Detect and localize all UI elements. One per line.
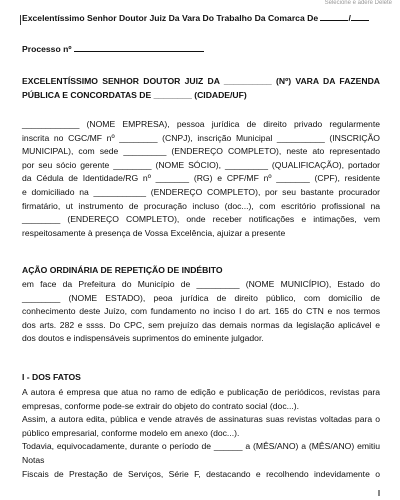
processo-line <box>22 43 380 57</box>
fatos-line: Fiscais de Prestação de Serviços, Série F, destacando e recolhendo indevidamente o <box>22 468 380 479</box>
header-blank-2 <box>351 19 369 21</box>
intro-line: respeitosamente à presença de Vossa Excelência, ajuizar a presente <box>22 227 286 238</box>
processo-blank <box>74 50 204 52</box>
processo-label: Processo nº <box>22 44 72 54</box>
acao-line: dos arts. 282 e ssss. Do CPC, sem prejuízo das demais normas da legislação aplicável e <box>22 319 380 330</box>
intro-line: da Cédula de Identidade/RG nº _______ (RG) e CPF/MF nº _______ (CPF), residente <box>22 173 380 184</box>
toolbar-hint: Selecione e adere Delete <box>324 0 392 6</box>
fatos-paragraph <box>22 386 380 481</box>
header-line <box>22 12 380 26</box>
fatos-line: Todavia, equivocadamente, durante o período de ______ a (MÊS/ANO) a (MÊS/ANO) emitiu Notas <box>22 441 380 465</box>
fatos-line: Assim, a autora edita, pública e vende através de assinaturas suas revistas voltadas para o <box>22 414 380 425</box>
acao-line: ________ (NOME ESTADO), peoa jurídica de direito público, com domicílio de <box>22 292 380 303</box>
intro-line: MUNICIPAL), com sede _________ (ENDEREÇO COMPLETO), neste ato representado <box>22 146 380 157</box>
intro-line: firmatário, ut instrumento de procuração incluso (doc...), com escritório profissional na <box>22 200 380 211</box>
header-slash: / <box>348 13 351 23</box>
fatos-line: empresas, conforme pode-se extrair do objeto do contrato social (doc...). <box>22 400 300 411</box>
text-cursor <box>20 15 21 25</box>
fatos-line: A autora é empresa que atua no ramo de edição e publicação de periódicos, revistas para <box>22 387 380 397</box>
addr-line: PÚBLICA E CONCORDATAS DE ________ (CIDADE/UF) <box>22 89 247 100</box>
acao-line: conhecimento deste Juízo, com fundamento no inciso I do art. 165 do CTN e nos termos <box>22 306 380 317</box>
acao-line: dos doutos e indispensáveis suprimentos do eminente julgador. <box>22 333 264 344</box>
acao-title: AÇÃO ORDINÁRIA DE REPETIÇÃO DE INDÉBITO <box>22 265 223 275</box>
page-edge-mark <box>334 490 380 496</box>
fatos-title: I - DOS FATOS <box>22 372 81 382</box>
intro-line: ____________ (NOME EMPRESA), pessoa jurídica de direito privado regularmente <box>22 119 380 129</box>
intro-line: por seu sócio gerente ________ (NOME SÓCIO), _________ (QUALIFICAÇÃO), portador <box>22 159 380 170</box>
cutoff-line <box>22 490 380 496</box>
addr-line: EXCELENTÍSSIMO SENHOR DOUTOR JUIZ DA __________ (Nº) VARA DA FAZENDA <box>22 76 380 86</box>
intro-line: ________ (ENDEREÇO COMPLETO), onde receber notificações e intimações, vem <box>22 214 380 225</box>
addressing-block <box>22 75 380 102</box>
header-text: Excelentíssimo Senhor Doutor Juiz Da Vara Do Trabalho Da Comarca De <box>22 13 319 23</box>
intro-line: e domiciliado na ___________ (ENDEREÇO COMPLETO), por seu bastante procurador <box>22 186 380 197</box>
header-blank-1 <box>320 19 348 21</box>
intro-line: inscrita no CGC/MF nº ________ (CNPJ), inscrição Municipal __________ (INSCRIÇÃO <box>22 132 380 143</box>
acao-paragraph <box>22 278 380 346</box>
intro-paragraph <box>22 118 380 240</box>
fatos-line: público empresarial, conforme modelo em anexo (doc...). <box>22 427 240 438</box>
acao-line: em face da Prefeitura do Município de _________ (NOME MUNICÍPIO), Estado do <box>22 279 380 289</box>
